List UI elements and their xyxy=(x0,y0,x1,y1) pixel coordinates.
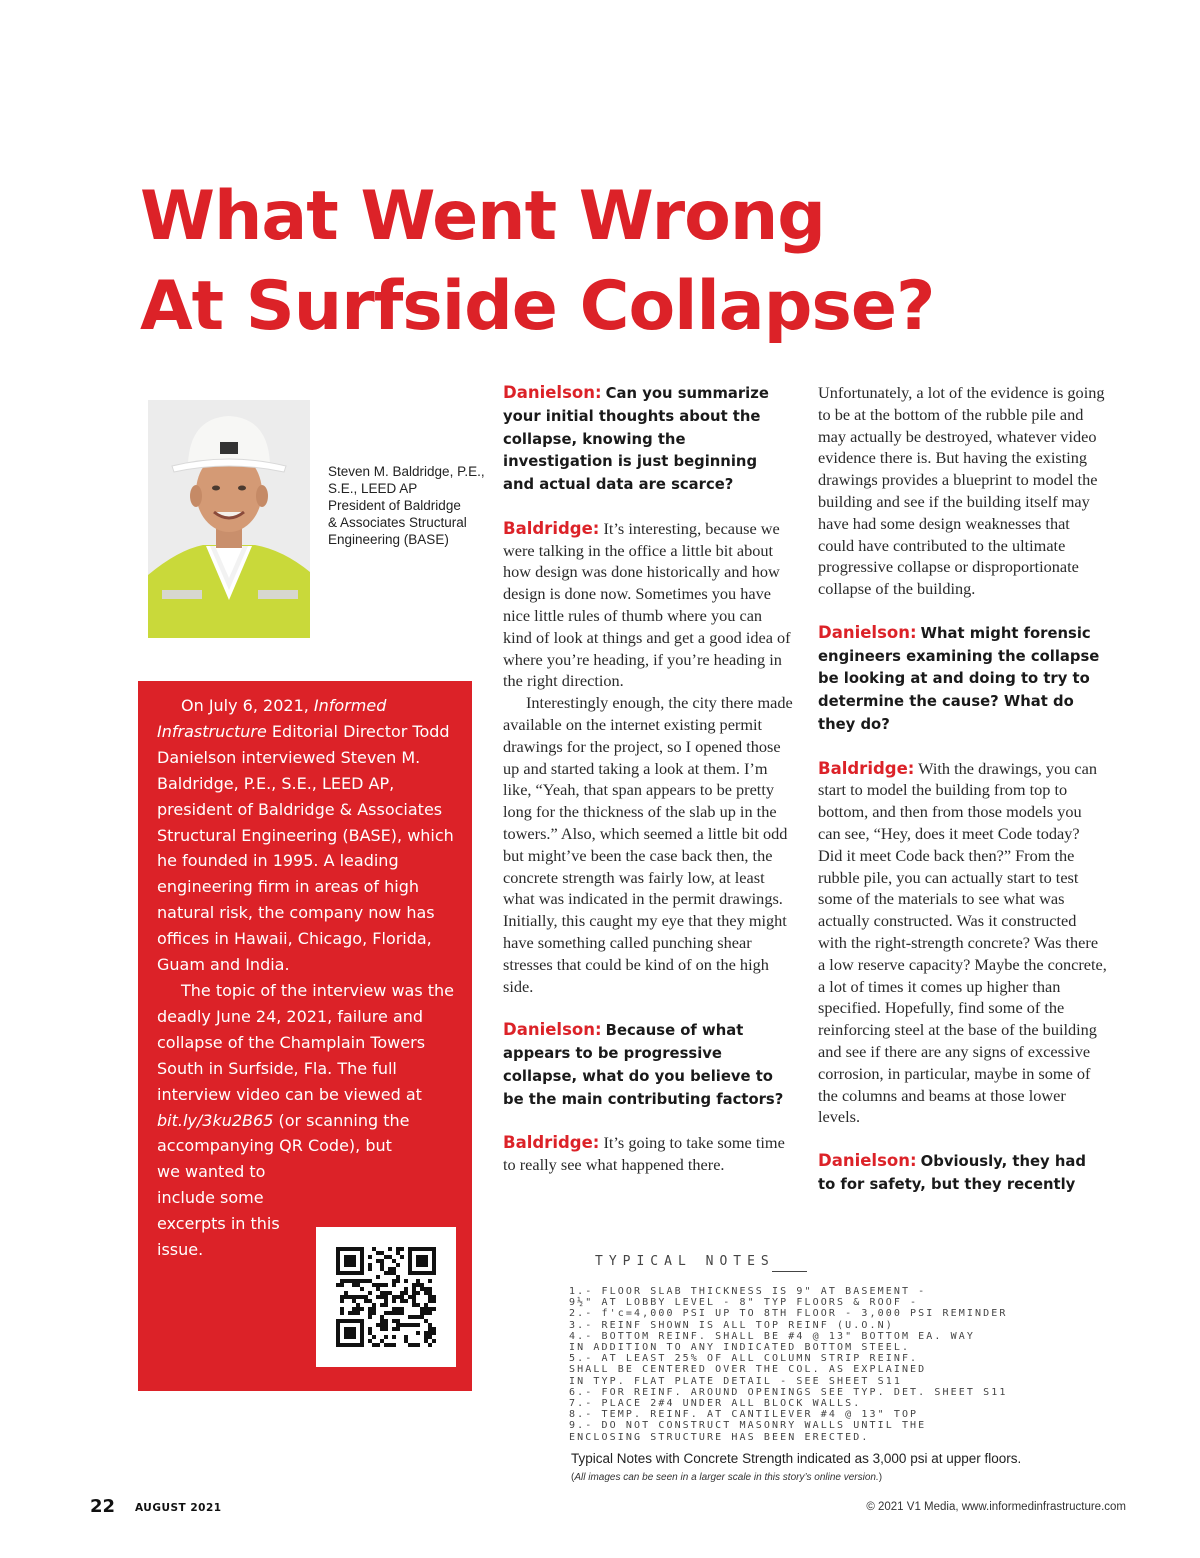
notes-line: 3.- REINF SHOWN IS ALL TOP REINF (U.O.N) xyxy=(569,1319,894,1331)
sidebar-p1-start: On July 6, 2021, xyxy=(181,696,314,715)
speaker-danielson: Danielson: xyxy=(503,383,602,402)
notes-line: 6.- FOR REINF. AROUND OPENINGS SEE TYP. DET. SHEET S11 xyxy=(569,1387,1008,1398)
notes-line: 5.- AT LEAST 25% OF ALL COLUMN STRIP REINF. xyxy=(569,1353,919,1364)
question-text: Because of what appears to be progressive collapse, what do you believe to be the main contributing factors? xyxy=(503,1022,784,1108)
portrait-photo xyxy=(148,400,310,638)
sidebar-p2-start: The topic of the interview was the deadly June 24, 2021, failure and collapse of the Champlain Towers South in Surfside, Fla. The full interview video can be viewed at xyxy=(157,980,455,1104)
video-link[interactable]: bit.ly/3ku2B65 xyxy=(157,1110,274,1130)
notes-heading: TYPICAL NOTES xyxy=(595,1254,775,1269)
sidebar-p1-rest: Editorial Director Todd Danielson interviewed Steven M. Baldridge, P.E., S.E., LEED AP, president of Baldridge & Associates Structural Engineering (BASE), which he founded in 1995. A leading engineering firm in areas of high natural risk, the company now has offices in Hawaii, Chicago, Florida, Guam and India. xyxy=(157,721,454,975)
title-line-1: What Went Wrong xyxy=(140,177,825,256)
notes-line: 2.- f'c=4,000 PSI UP TO 8TH FLOOR - 3,000 PSI REMINDER xyxy=(569,1308,1008,1320)
question-text: What might forensic engineers examining the collapse be looking at and doing to try to determine the cause? What do they do? xyxy=(818,624,1100,733)
speaker-danielson: Danielson: xyxy=(818,622,917,642)
question-2 xyxy=(503,1019,793,1110)
sidebar-paragraph-1 xyxy=(157,693,462,978)
page-number: 22 xyxy=(90,1496,116,1517)
notes-line: 9.- DO NOT CONSTRUCT MASONRY WALLS UNTIL THE xyxy=(569,1420,927,1432)
speaker-danielson: Danielson: xyxy=(818,1150,917,1170)
notes-line: SHALL BE CENTERED OVER THE COL. AS EXPLAINED xyxy=(569,1364,927,1376)
publication-name: Informed Infrastructure xyxy=(157,696,387,741)
answer-2-paragraph-2: Unfortunately, a lot of the evidence is going to be at the bottom of the rubble pile and may actually be destroyed, whatever video evidence there is. But having the existing drawings provides a blueprint to model the building and see if the building itself may have had some design weaknesses that could have contributed to the ultimate progressive collapse or disproportionate collapse of the building. xyxy=(818,383,1105,599)
intro-sidebar xyxy=(138,681,472,1391)
subcaption-close: ) xyxy=(878,1472,883,1483)
qr-code-icon xyxy=(316,1227,456,1367)
qr-code[interactable] xyxy=(316,1227,456,1367)
notes-line: ENCLOSING STRUCTURE HAS BEEN ERECTED. xyxy=(569,1431,870,1443)
notes-line: IN ADDITION TO ANY INDICATED BOTTOM STEEL. xyxy=(569,1342,911,1353)
question-3 xyxy=(818,622,1108,736)
answer-text: With the drawings, you can start to model the building from top to bottom, and then from those models you can see, “Hey, does it meet Code today? Did it meet Code back then?” From the rubble pile, you can actually start to test some of the materials to see what was actually constructed. Was it constructed with the right-strength concrete? Was there a low reserve capacity? Maybe the concrete, a lot of times it comes up higher than specified. Hopefully, find some of the reinforcing steel at the base of the building and see if there are any signs of excessive corrosion, in particular, maybe in some of the columns and beams at those lower levels. xyxy=(818,758,1107,1127)
answer-text: It’s interesting, because we were talking in the office a little bit about how design was done historically and how design is done now. Sometimes you have nice little rules of thumb where you can kind of look at things and get a good idea of where you’re heading, if you’re heading in the right direction. xyxy=(503,518,791,691)
question-4 xyxy=(818,1150,1108,1196)
interview-column-2 xyxy=(818,382,1108,1195)
sidebar-p2-end: we wanted to include some excerpts in this issue. xyxy=(157,1162,280,1260)
speaker-danielson: Danielson: xyxy=(503,1020,602,1040)
typical-notes-figure xyxy=(565,1252,1035,1447)
answer-1-paragraph-1 xyxy=(503,518,793,692)
caption-line-1: Steven M. Baldridge, P.E., xyxy=(328,464,485,479)
speaker-baldridge: Baldridge: xyxy=(503,518,600,538)
answer-text: It’s going to take some time to really see what happened there. xyxy=(503,1133,785,1174)
heading-underline xyxy=(772,1271,807,1272)
question-1 xyxy=(503,382,793,496)
speaker-baldridge: Baldridge: xyxy=(818,758,915,778)
figure-caption: Typical Notes with Concrete Strength indicated as 3,000 psi at upper floors. xyxy=(571,1451,1022,1466)
article-title xyxy=(140,172,1150,352)
sidebar-paragraph-2 xyxy=(157,978,462,1159)
photo-caption xyxy=(328,463,485,548)
notes-line: 7.- PLACE 2#4 UNDER ALL BLOCK WALLS. xyxy=(569,1398,862,1409)
figure-subcaption xyxy=(571,1472,882,1483)
subcaption-text: All images can be seen in a larger scale in this story’s online version. xyxy=(574,1472,879,1483)
caption-line-5: Engineering (BASE) xyxy=(328,532,449,547)
caption-line-4: & Associates Structural xyxy=(328,515,467,530)
caption-line-3: President of Baldridge xyxy=(328,498,461,513)
notes-line: IN TYP. FLAT PLATE DETAIL - SEE SHEET S11 xyxy=(569,1375,902,1387)
title-line-2: At Surfside Collapse? xyxy=(140,267,935,346)
notes-line: 9½" AT LOBBY LEVEL - 8" TYP FLOORS & ROOF - xyxy=(569,1297,919,1308)
question-text: Can you summarize your initial thoughts about the collapse, knowing the investigation is just beginning and actual data are scarce? xyxy=(503,385,769,494)
interview-column-1 xyxy=(503,382,793,1176)
answer-1-paragraph-2: Interestingly enough, the city there made available on the internet existing permit drawings for the project, so I opened those up and started taking a look at them. I’m like, “Yeah, that span appears to be pretty long for the thickness of the slab up in the towers.” Also, which seemed a little bit odd but might’ve been the case back then, the concrete strength was fairly low, at least what was indicated in the permit drawings. Initially, this caught my eye that they might have something called punching shear stresses that could be kind of on the high side. xyxy=(503,693,793,996)
notes-line: 8.- TEMP. REINF. AT CANTILEVER #4 @ 13" TOP xyxy=(569,1409,919,1420)
answer-3 xyxy=(818,758,1108,1129)
sidebar-p2-mid: (or scanning the accompanying QR Code), but xyxy=(157,1110,410,1156)
notes-line: 1.- FLOOR SLAB THICKNESS IS 9" AT BASEMENT - xyxy=(569,1286,927,1297)
caption-line-2: S.E., LEED AP xyxy=(328,481,418,496)
issue-date: AUGUST 2021 xyxy=(135,1502,222,1514)
portrait-illustration xyxy=(148,400,310,638)
answer-2-paragraph-1 xyxy=(503,1132,793,1176)
question-text: Obviously, they had to for safety, but they recently xyxy=(818,1152,1086,1193)
notes-line: 4.- BOTTOM REINF. SHALL BE #4 @ 13" BOTTOM EA. WAY xyxy=(569,1331,976,1342)
copyright-notice: © 2021 V1 Media, www.informedinfrastructure.com xyxy=(866,1501,1126,1513)
subcaption-open: ( xyxy=(571,1472,575,1483)
speaker-baldridge: Baldridge: xyxy=(503,1133,600,1153)
